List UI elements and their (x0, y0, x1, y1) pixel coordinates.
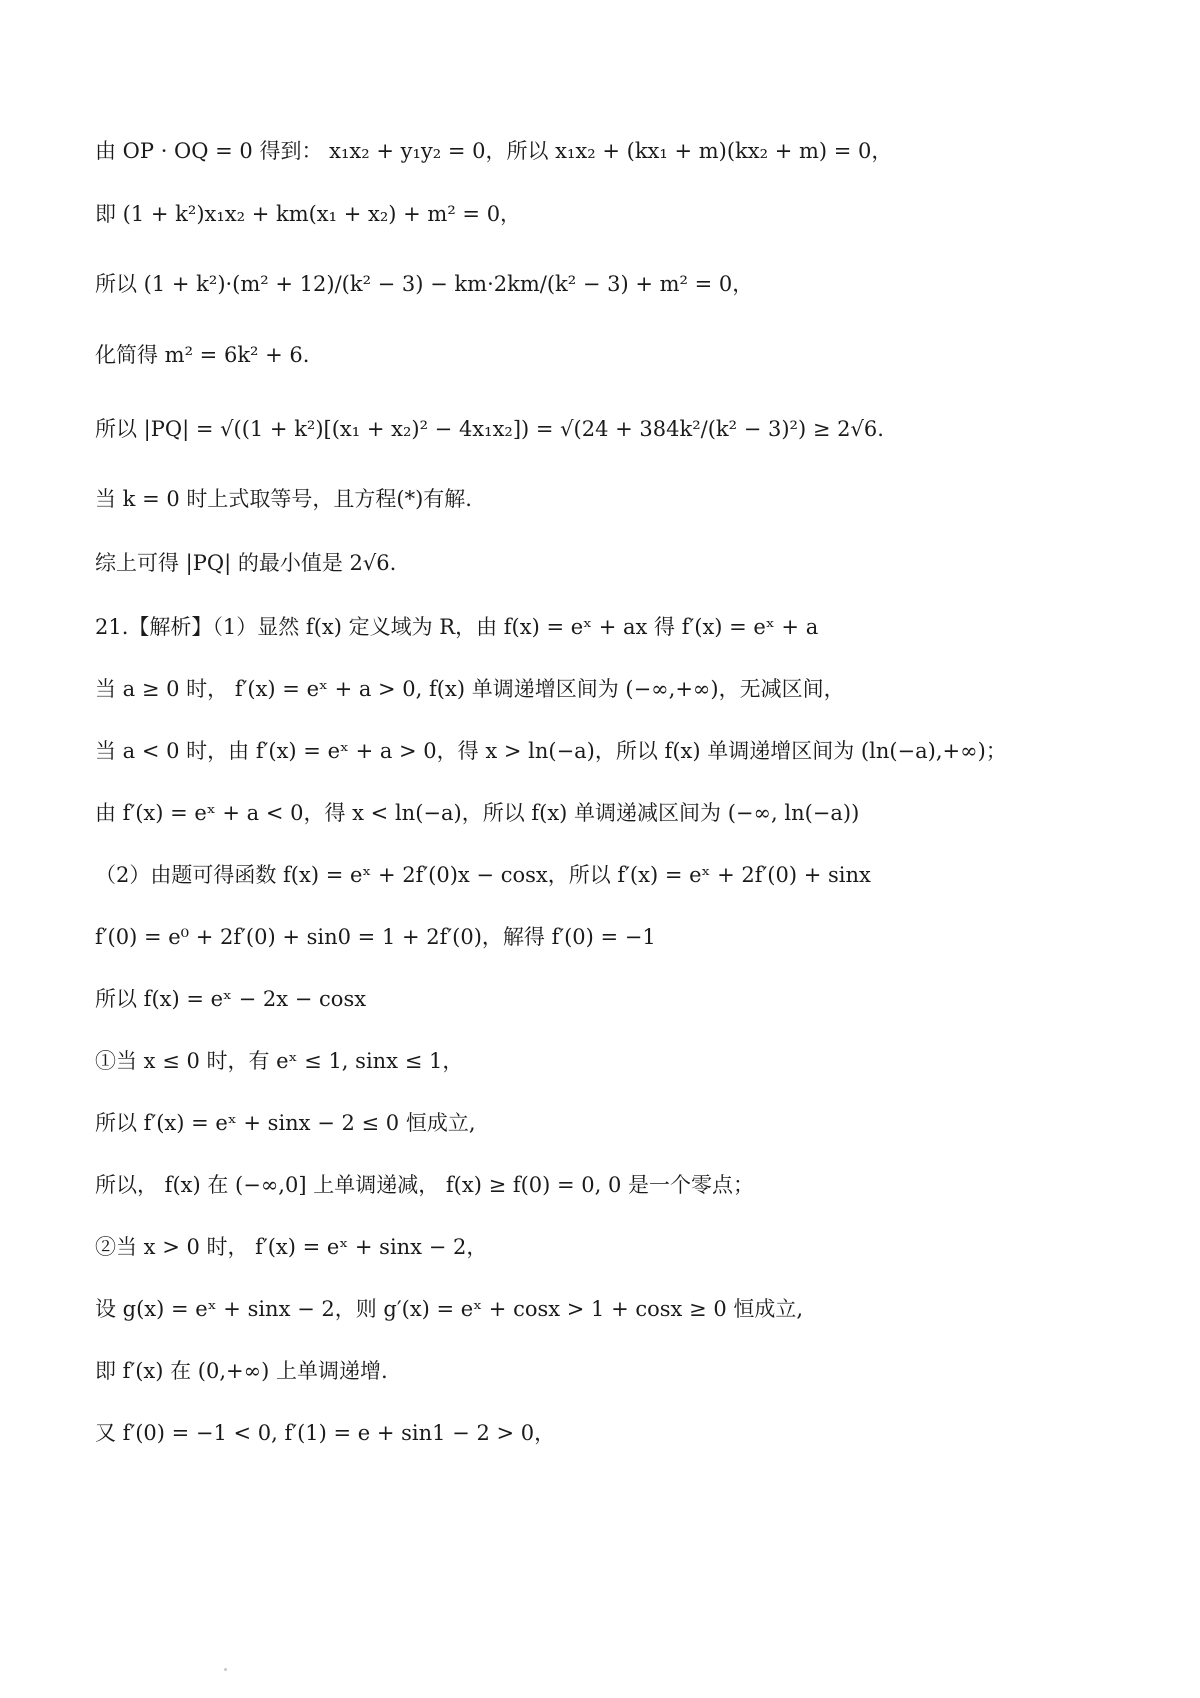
line-14: 所以 f(x) = eˣ − 2x − cosx (95, 987, 367, 1011)
line-13: f′(0) = e⁰ + 2f′(0) + sin0 = 1 + 2f′(0)，解得 f′(0) = −1 (95, 925, 656, 949)
line-15: ①当 x ≤ 0 时，有 eˣ ≤ 1, sinx ≤ 1， (95, 1049, 464, 1073)
line-19: 设 g(x) = eˣ + sinx − 2，则 g′(x) = eˣ + cosx > 1 + cosx ≥ 0 恒成立, (95, 1297, 804, 1321)
line-8: 21.【解析】（1）显然 f(x) 定义域为 R，由 f(x) = eˣ + ax 得 f′(x) = eˣ + a (95, 615, 819, 639)
line-21: 又 f′(0) = −1 < 0, f′(1) = e + sin1 − 2 > 0， (95, 1421, 556, 1445)
line-17: 所以， f(x) 在 (−∞,0] 上单调递减， f(x) ≥ f(0) = 0, 0 是一个零点； (95, 1173, 755, 1197)
line-5: 所以 |PQ| = √((1 + k²)[(x₁ + x₂)² − 4x₁x₂]) = √(24 + 384k²/(k² − 3)²) ≥ 2√6. (95, 417, 884, 441)
line-18: ②当 x > 0 时， f′(x) = eˣ + sinx − 2， (95, 1235, 488, 1259)
line-6: 当 k = 0 时上式取等号，且方程(*)有解. (95, 487, 472, 511)
line-10: 当 a < 0 时，由 f′(x) = eˣ + a > 0，得 x > ln(−a)，所以 f(x) 单调递增区间为 (ln(−a),+∞)； (95, 739, 1007, 763)
line-4: 化简得 m² = 6k² + 6. (95, 343, 310, 367)
line-2: 即 (1 + k²)x₁x₂ + km(x₁ + x₂) + m² = 0， (95, 202, 522, 226)
line-7: 综上可得 |PQ| 的最小值是 2√6. (95, 551, 397, 575)
line-20: 即 f′(x) 在 (0,+∞) 上单调递增. (95, 1359, 388, 1383)
line-16: 所以 f′(x) = eˣ + sinx − 2 ≤ 0 恒成立, (95, 1111, 476, 1135)
line-11: 由 f′(x) = eˣ + a < 0，得 x < ln(−a)，所以 f(x) 单调递减区间为 (−∞, ln(−a)) (95, 801, 860, 825)
line-3: 所以 (1 + k²)·(m² + 12)/(k² − 3) − km·2km/(k² − 3) + m² = 0， (95, 272, 754, 296)
line-1: 由 OP · OQ = 0 得到： x₁x₂ + y₁y₂ = 0，所以 x₁x₂ + (kx₁ + m)(kx₂ + m) = 0， (95, 139, 893, 163)
scan-speck (224, 1668, 227, 1671)
line-12: （2）由题可得函数 f(x) = eˣ + 2f′(0)x − cosx，所以 f′(x) = eˣ + 2f′(0) + sinx (95, 863, 871, 887)
line-9: 当 a ≥ 0 时， f′(x) = eˣ + a > 0, f(x) 单调递增区间为 (−∞,+∞)，无减区间， (95, 677, 845, 701)
